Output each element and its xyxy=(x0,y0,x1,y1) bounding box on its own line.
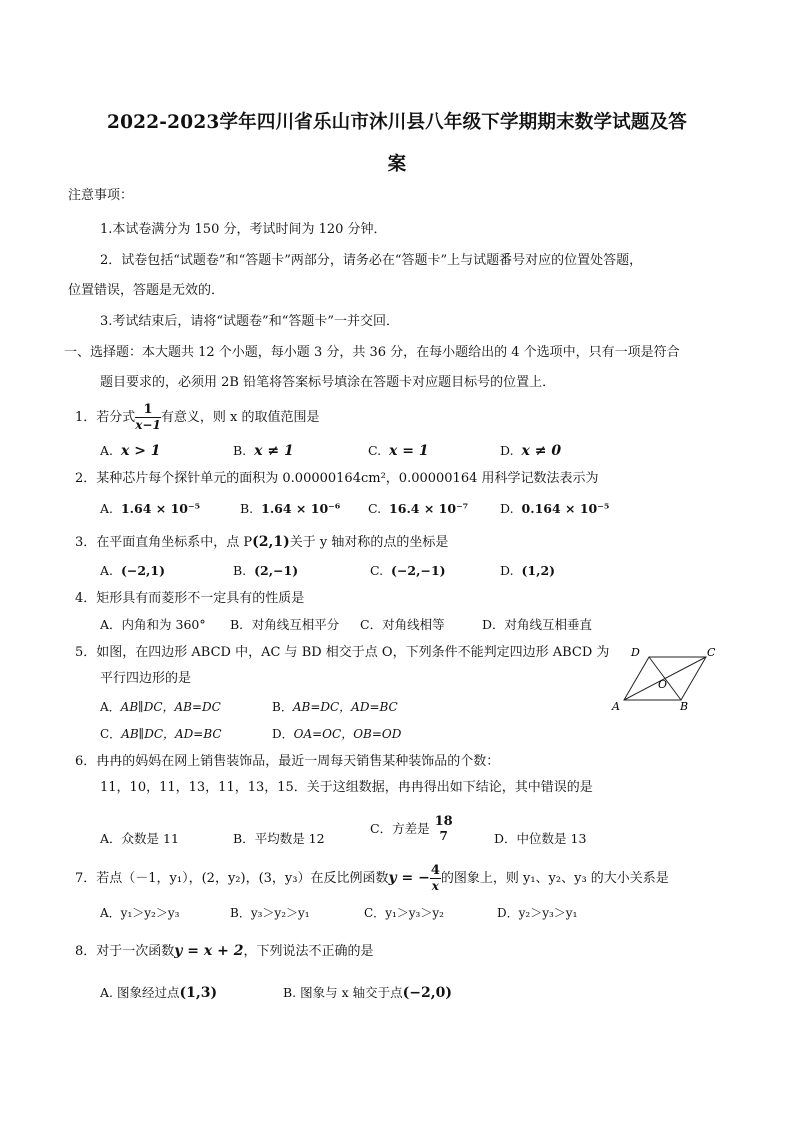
q4-option-c: C．对角线相等 xyxy=(360,617,445,632)
question-2: 2．某种芯片每个探针单元的面积为 0.00000164cm²，0.00000164 用科学记数法表示为 xyxy=(75,471,599,486)
q7-option-d: D．y₂＞y₃＞y₁ xyxy=(497,906,578,920)
q7-fraction: $\frac{4}{x}$ xyxy=(430,863,440,893)
question-6-line2: 11，10，11，13，11，13，15．关于这组数据，冉冉得出如下结论，其中错误的是 xyxy=(100,780,593,795)
q1-frac-num: 1 xyxy=(135,403,161,418)
center-label-o: O xyxy=(658,678,668,691)
q7-option-a: A．y₁＞y₂＞y₃ xyxy=(100,906,180,920)
q1-option-d: D. x ≠ 0 xyxy=(500,443,562,459)
q2-option-c: C. 16.4 × 10⁻⁷ xyxy=(368,501,469,516)
question-8: 8．对于一次函数y = x + 2，下列说法不正确的是 xyxy=(75,943,374,959)
q1-suffix: 有意义，则 x 的取值范围是 xyxy=(160,410,320,425)
q1-fraction xyxy=(135,403,161,432)
q6-variance-fraction: 18 7 xyxy=(434,814,453,843)
notice-item-3: 3.考试结束后，请将“试题卷”和“答题卡”一并交回． xyxy=(100,314,399,329)
q1-option-b: B. x ≠ 1 xyxy=(233,443,294,459)
exam-title-line2: 案 xyxy=(387,154,407,175)
q6-option-c: C．方差是 18 7 xyxy=(370,814,453,843)
q1-prefix: 1．若分式 xyxy=(75,410,136,425)
question-4: 4．矩形具有而菱形不一定具有的性质是 xyxy=(75,591,305,606)
q3-point: (2,1) xyxy=(252,534,290,550)
question-6-line1: 6．冉冉的妈妈在网上销售装饰品，最近一周每天销售某种装饰品的个数： xyxy=(75,754,500,769)
section1-heading-line1: 一、选择题：本大题共 12 个小题，每小题 3 分，共 36 分，在每小题给出的 4 个选项中，只有一项是符合 xyxy=(64,345,680,360)
q5-option-d: D．OA=OC，OB=OD xyxy=(272,727,402,741)
q1-option-c: C. x = 1 xyxy=(368,443,429,459)
exam-title-line1: 2022-2023学年四川省乐山市沐川县八年级下学期期末数学试题及答 xyxy=(107,112,687,133)
q4-option-a: A．内角和为 360° xyxy=(100,617,206,632)
question-3: 3．在平面直角坐标系中，点 P(2,1)关于 y 轴对称的点的坐标是 xyxy=(75,534,449,550)
notice-item-2-line2: 位置错误，答题是无效的． xyxy=(68,283,225,298)
vertex-label-c: C xyxy=(707,646,716,659)
question-1 xyxy=(75,403,319,432)
q5-option-c: C．AB∥DC，AD=BC xyxy=(100,727,222,741)
vertex-label-a: A xyxy=(612,700,620,713)
q1-option-a: A. x > 1 xyxy=(100,443,161,459)
q8-option-b: B. 图象与 x 轴交于点(−2,0) xyxy=(283,985,452,1001)
vertex-label-d: D xyxy=(631,646,640,659)
q7-option-b: B．y₃＞y₂＞y₁ xyxy=(230,906,310,920)
q3-option-d: D. (1,2) xyxy=(500,563,556,578)
q7-func-left: y = − xyxy=(388,870,430,886)
q4-option-d: D．对角线互相垂直 xyxy=(482,617,593,632)
q5-option-a: A．AB∥DC，AB=DC xyxy=(100,700,221,714)
q3-option-a: A. (−2,1) xyxy=(100,563,166,578)
q5-option-b: B．AB=DC，AD=BC xyxy=(272,700,398,714)
vertex-label-b: B xyxy=(680,700,689,713)
q4-option-b: B．对角线互相平分 xyxy=(230,617,340,632)
section1-heading-line2: 题目要求的，必须用 2B 铅笔将答案标号填涂在答题卡对应题目标号的位置上． xyxy=(100,375,556,390)
q1-frac-den: x−1 xyxy=(135,418,161,432)
q8-function: y = x + 2 xyxy=(174,943,244,959)
q3-option-b: B. (2,−1) xyxy=(233,563,299,578)
q6-option-a: A．众数是 11 xyxy=(100,831,179,846)
q7-option-c: C．y₁＞y₃＞y₂ xyxy=(364,906,444,920)
question-7: 7．若点（－1，y₁），(2，y₂)，(3，y₃）在反比例函数y = − $\frac{4}{x}$ 的图象上，则 y₁、y₂、y₃ 的大小关系是 xyxy=(75,863,669,893)
notice-heading: 注意事项： xyxy=(68,188,134,203)
question-5-line2: 平行四边形的是 xyxy=(100,671,192,686)
q8-option-a: A. 图象经过点(1,3) xyxy=(100,985,218,1001)
notice-item-1: 1.本试卷满分为 150 分，考试时间为 120 分钟． xyxy=(100,222,387,237)
notice-item-2-line1: 2．试卷包括“试题卷”和“答题卡”两部分，请务必在“答题卡”上与试题番号对应的位置处答题， xyxy=(100,253,643,268)
q2-option-a: A. 1.64 × 10⁻⁵ xyxy=(100,501,201,516)
q3-option-c: C. (−2,−1) xyxy=(370,563,446,578)
q2-option-b: B. 1.64 × 10⁻⁶ xyxy=(240,501,341,516)
q2-option-d: D. 0.164 × 10⁻⁵ xyxy=(500,501,610,516)
parallelogram-figure xyxy=(606,642,730,714)
q6-option-d: D．中位数是 13 xyxy=(494,831,587,846)
question-5-line1: 5．如图，在四边形 ABCD 中，AC 与 BD 相交于点 O，下列条件不能判定四边形 ABCD 为 xyxy=(75,645,610,660)
q6-option-b: B．平均数是 12 xyxy=(233,831,325,846)
